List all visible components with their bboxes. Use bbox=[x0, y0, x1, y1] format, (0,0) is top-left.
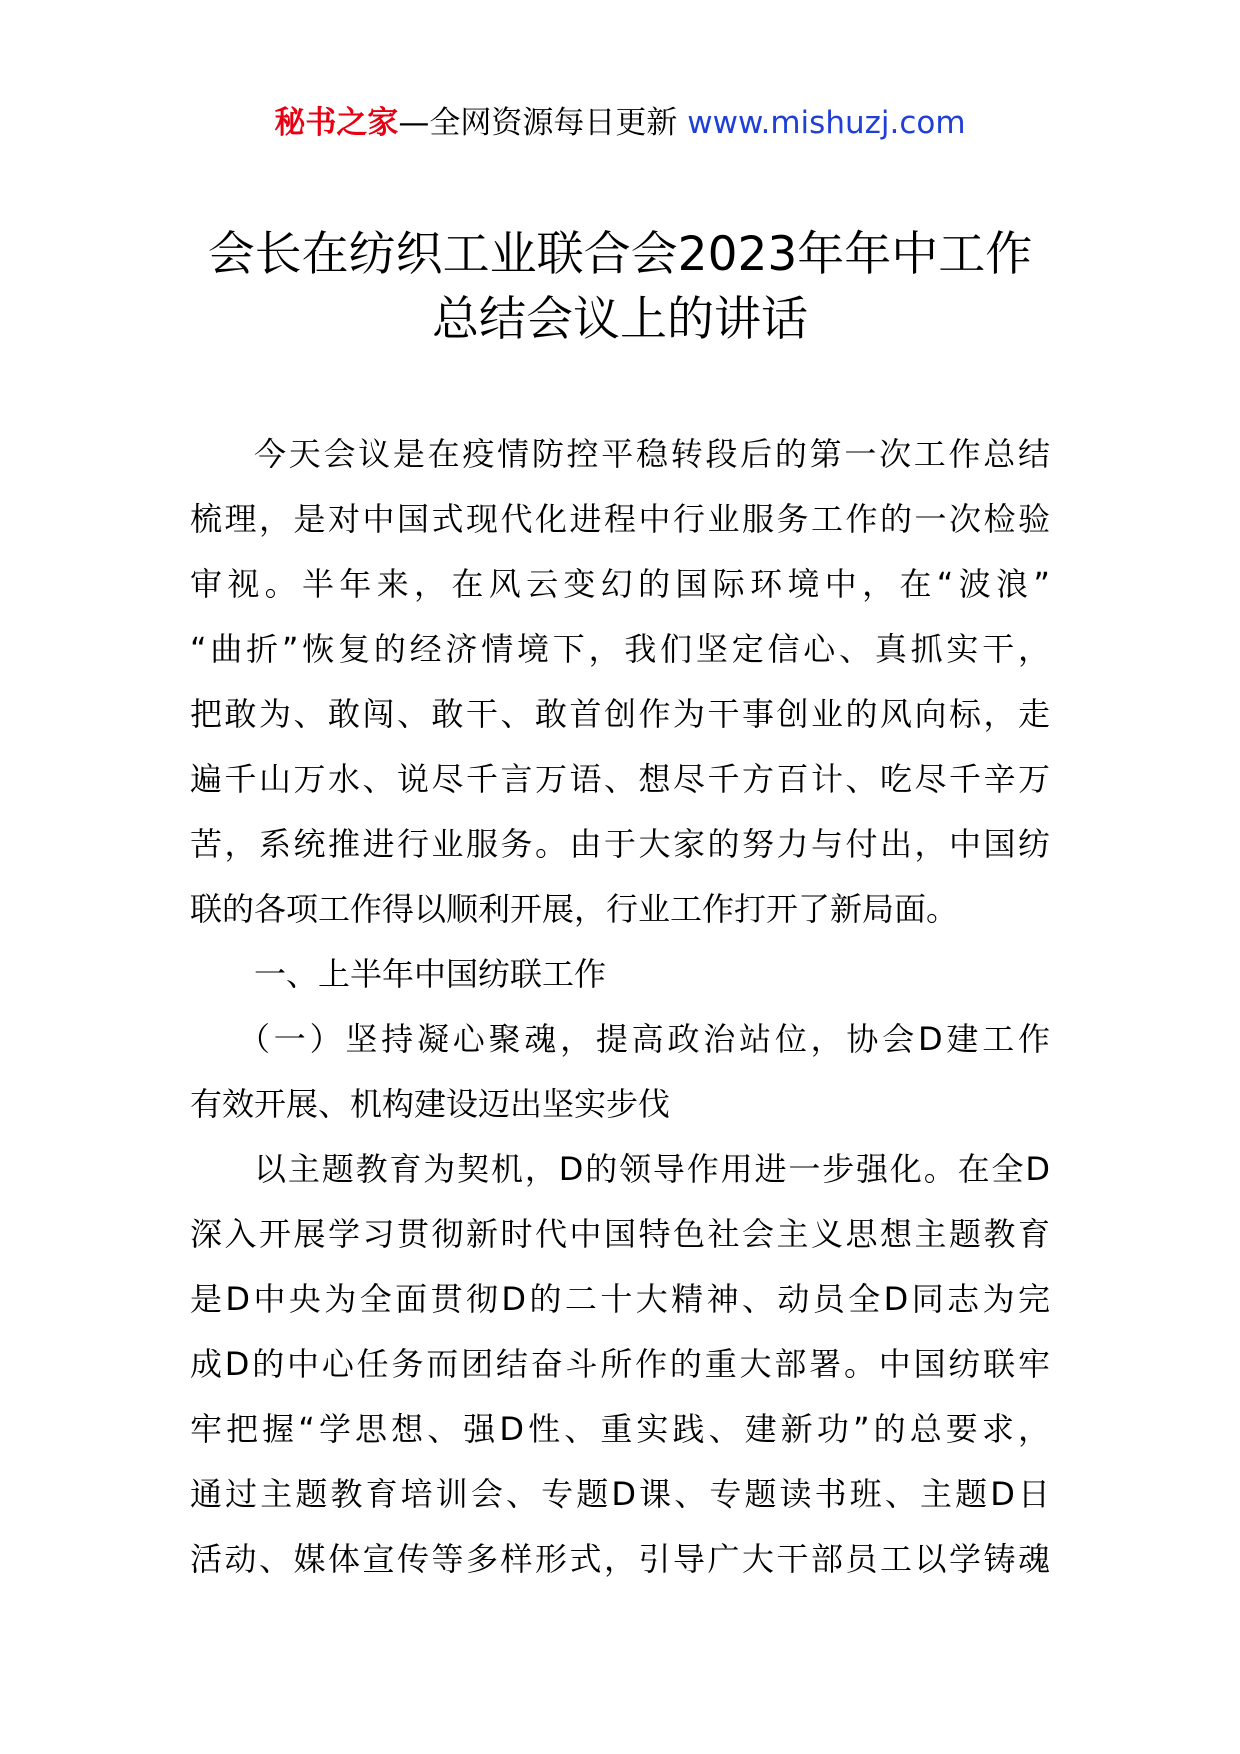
text-line: 今天会议是在疫情防控平稳转段后的第一次工作总结 bbox=[254, 435, 1050, 473]
site-url-link[interactable]: www.mishuzj.com bbox=[687, 105, 966, 141]
document-title-line: 会长在纺织工业联合会2023年年中工作 bbox=[207, 227, 1033, 282]
site-brand: 秘书之家 bbox=[274, 105, 399, 141]
text-line: 成D的中心任务而团结奋斗所作的重大部署。中国纺联牢 bbox=[190, 1345, 1050, 1383]
text-line: 牢把握“学思想、强D性、重实践、建新功”的总要求， bbox=[190, 1410, 1050, 1448]
subsection-heading bbox=[190, 1007, 1050, 1137]
text-line: 通过主题教育培训会、专题D课、专题读书班、主题D日 bbox=[190, 1475, 1050, 1513]
section-heading: 一、上半年中国纺联工作 bbox=[254, 955, 607, 993]
site-tagline: —全网资源每日更新 bbox=[398, 105, 678, 141]
text-line: 以主题教育为契机，D的领导作用进一步强化。在全D bbox=[254, 1150, 1050, 1188]
text-line: “曲折”恢复的经济情境下，我们坚定信心、真抓实干， bbox=[190, 630, 1050, 668]
text-line: 是D中央为全面贯彻D的二十大精神、动员全D同志为完 bbox=[190, 1280, 1050, 1318]
text-line: 有效开展、机构建设迈出坚实步伐 bbox=[190, 1085, 671, 1123]
text-line: 审视。半年来，在风云变幻的国际环境中，在“波浪” bbox=[190, 565, 1050, 603]
document-title-line: 总结会议上的讲话 bbox=[432, 292, 808, 347]
site-header-banner bbox=[0, 100, 1240, 146]
text-line: 梳理，是对中国式现代化进程中行业服务工作的一次检验 bbox=[190, 500, 1050, 538]
paragraph-theme-education bbox=[190, 1137, 1050, 1592]
text-line: 深入开展学习贯彻新时代中国特色社会主义思想主题教育 bbox=[190, 1215, 1050, 1253]
text-line: 联的各项工作得以顺利开展，行业工作打开了新局面。 bbox=[190, 890, 959, 928]
text-line: 苦，系统推进行业服务。由于大家的努力与付出，中国纺 bbox=[190, 825, 1050, 863]
text-line: 活动、媒体宣传等多样形式，引导广大干部员工以学铸魂 bbox=[190, 1540, 1050, 1578]
document-title bbox=[190, 222, 1050, 352]
paragraph-opening bbox=[190, 422, 1050, 942]
text-line: （一）坚持凝心聚魂，提高政治站位，协会D建工作 bbox=[238, 1020, 1050, 1058]
document-body bbox=[190, 422, 1050, 1592]
text-line: 遍千山万水、说尽千言万语、想尽千方百计、吃尽千辛万 bbox=[190, 760, 1050, 798]
text-line: 把敢为、敢闯、敢干、敢首创作为干事创业的风向标，走 bbox=[190, 695, 1050, 733]
